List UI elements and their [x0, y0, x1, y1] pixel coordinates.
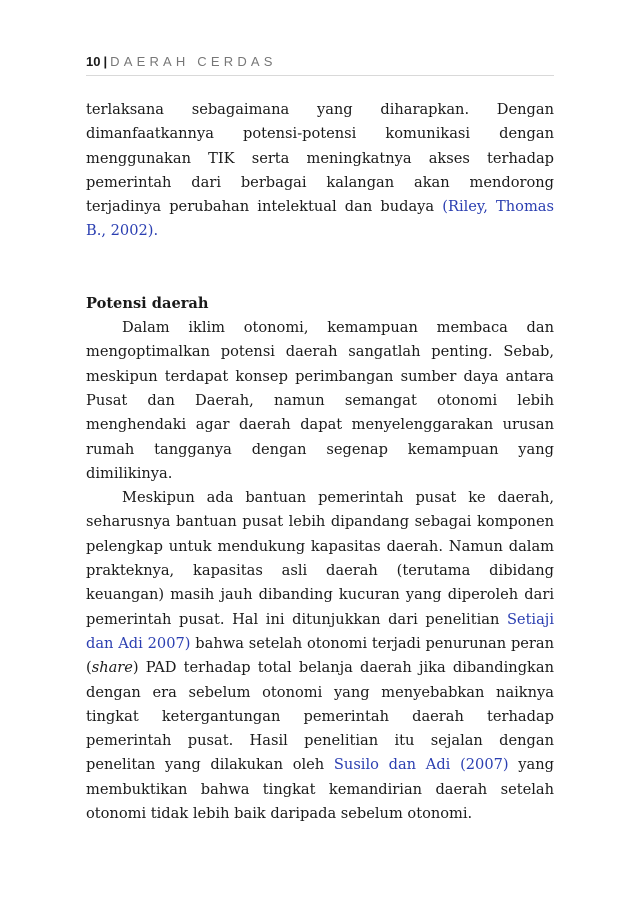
paragraph-2-part-b: bahwa setelah otonomi terjadi penurunan peran ( [86, 634, 554, 677]
header-separator: | [103, 54, 108, 69]
paragraph-2-part-c: ) PAD terhadap total belanja daerah jika dibandingkan dengan era sebelum otonomi yang menyebabkan naiknya tingkat ketergantungan pemerintah daerah terhadap pemerintah pusat. Hasil penelitian itu sejalan dengan penelitan yang dilakukan oleh [86, 659, 554, 774]
paragraph-1: Dalam iklim otonomi, kemampuan membaca dan mengoptimalkan potensi daerah sangatlah penting. Sebab, meskipun terdapat konsep perimbangan sumber daya antara Pusat dan Daerah, namun semangat otonomi lebih menghendaki agar daerah dapat menyelenggarakan urusan rumah tangganya dengan segenap kemampuan yang dimilikinya. [86, 319, 554, 482]
header-title: DAERAH CERDAS [110, 54, 277, 69]
intro-text: terlaksana sebagaimana yang diharapkan. Dengan dimanfaatkannya potensi-potensi komunikasi dengan menggunakan TIK serta meningkatnya akses terhadap pemerintah dari berbagai kalangan akan mendorong terjadinya perubahan intelektual dan budaya [86, 101, 554, 216]
page-body [86, 98, 554, 826]
paragraph-2-part-d: yang membuktikan bahwa tingkat kemandirian daerah setelah otonomi tidak lebih baik daripada sebelum otonomi. [86, 756, 554, 823]
intro-paragraph [86, 98, 554, 244]
citation-riley[interactable]: (Riley, Thomas B., 2002). [86, 198, 554, 240]
section-heading: Potensi daerah [86, 294, 209, 312]
page-header [86, 54, 554, 76]
page-number: 10 [86, 54, 101, 69]
citation-susilo-adi[interactable]: Susilo dan Adi (2007) [333, 756, 509, 774]
paragraph-2-part-a: Meskipun ada bantuan pemerintah pusat ke daerah, seharusnya bantuan pusat lebih dipandang sebagai komponen pelengkap untuk mendukung kapasitas daerah. Namun dalam prakteknya, kapasitas asli daerah (terutama dibidang keuangan) masih jauh dibanding kucuran yang diperoleh dari pemerintah pusat. Hal ini ditunjukkan dari penelitian [86, 489, 554, 628]
section-gap [86, 244, 554, 292]
citation-setiaji-adi[interactable]: Setiaji dan Adi 2007) [86, 610, 554, 652]
term-share: share [91, 659, 133, 677]
paragraph-2 [86, 486, 554, 826]
